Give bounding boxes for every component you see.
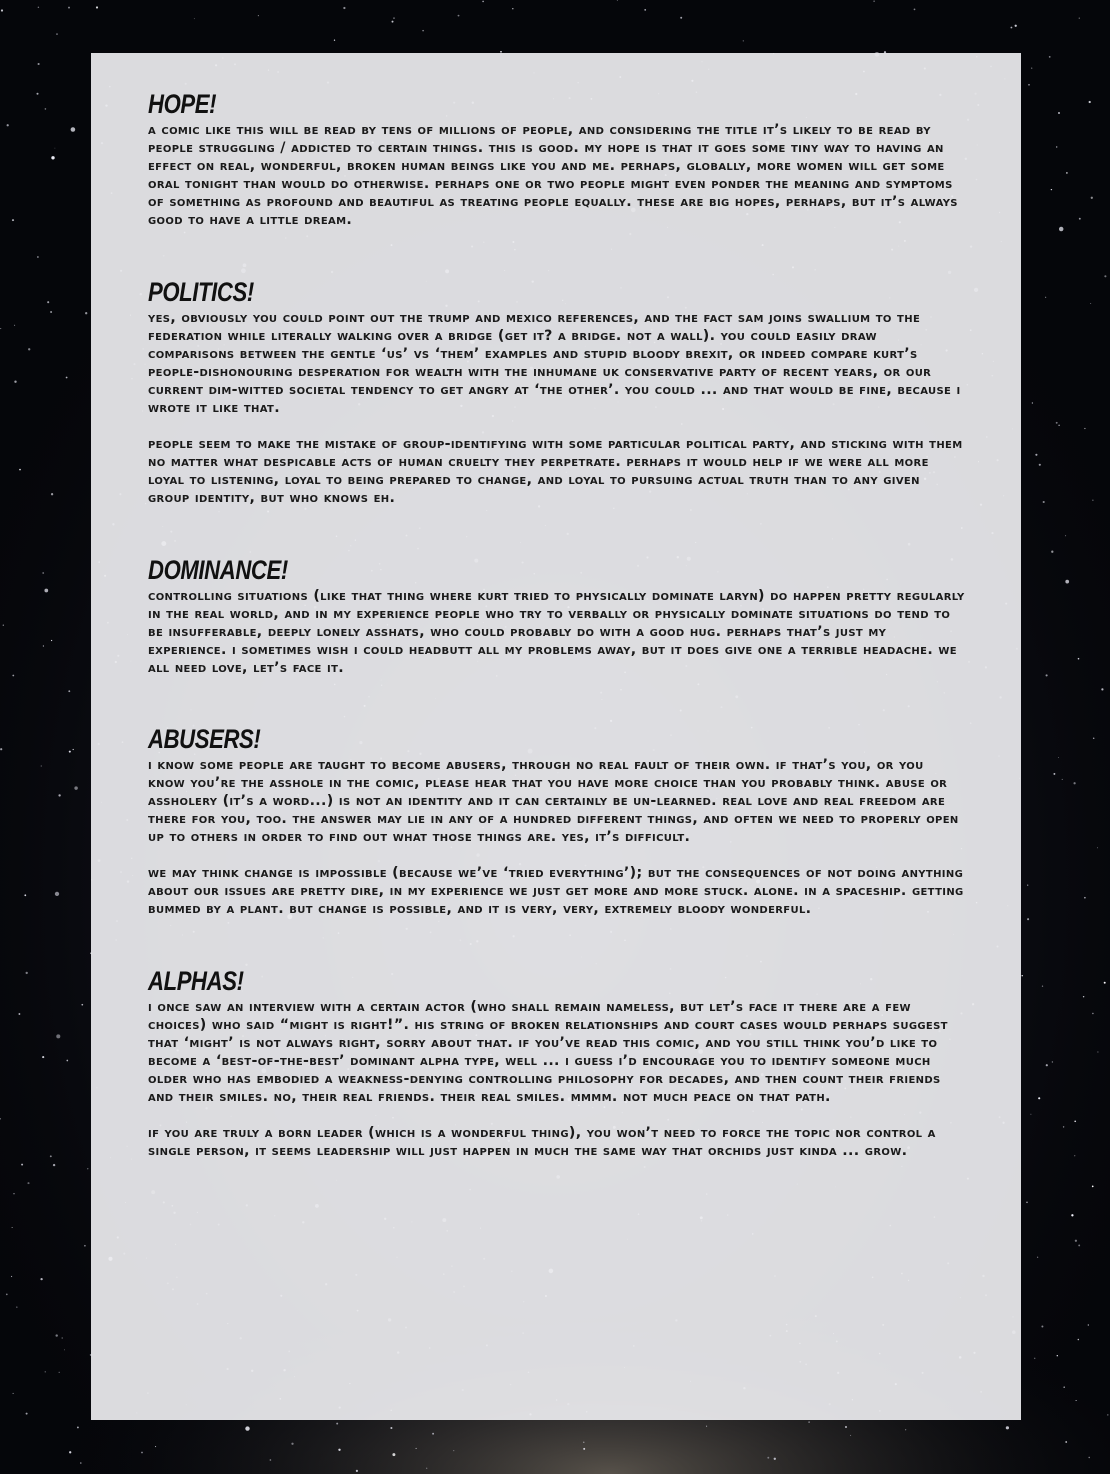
section-dominance [148,555,965,677]
section-heading: ABUSERS! [148,724,261,754]
section-hope [148,89,965,229]
section-heading: HOPE! [148,89,217,119]
section-paragraph: a comic like this will be read by tens of millions of people, and considering the title it’s likely to be read by people struggling / addicted to certain things. this is good. my hope is that it goes some tiny way to having an effect on real, wonderful, broken human beings like you and me. perhaps, globally, more women will get some oral tonight than would do otherwise. perhaps one or two people might even ponder the meaning and symptoms of something as profound and beautiful as treating people equally. these are big hopes, perhaps, but it’s always good to have a little dream. [148,122,958,228]
section-politics [148,277,965,507]
section-paragraph: i know some people are taught to become abusers, through no real fault of their own. if that’s you, or you know you’re the asshole in the comic, please hear that you have more choice than you probably think. abuse or assholery (it’s a word...) is not an identity and it can certainly be un-learned. real love and real freedom are there for you, too. the answer may lie in any of a hundred different things, and often we need to properly open up to others in order to find out what those things are. yes, it’s difficult. [148,757,959,845]
section-paragraph: yes, obviously you could point out the trump and mexico references, and the fact sam joins swallium to the federation while literally walking over a bridge (get it? a bridge. not a wall). you could easily draw comparisons between the gentle ‘us’ vs ‘them’ examples and stupid bloody brexit, or indeed compare kurt’s people-dishonouring desperation for wealth with the inhumane uk conservative party of recent years, or our current dim-witted societal tendency to get angry at ‘the other’. you could ... and that would be fine, because i wrote it like that. [148,310,961,416]
section-paragraph: people seem to make the mistake of group-identifying with some particular political party, and sticking with them no matter what despicable acts of human cruelty they perpetrate. perhaps it would help if we were all more loyal to listening, loyal to being prepared to change, and loyal to pursuing actual truth than to any given group identity, but who knows eh. [148,436,963,506]
section-paragraph: if you are truly a born leader (which is a wonderful thing), you won’t need to force the topic nor control a single person, it seems leadership will just happen in much the same way that orchids just kinda ... grow. [148,1125,936,1159]
section-abusers [148,724,965,918]
section-paragraph: we may think change is impossible (because we’ve ‘tried everything’); but the consequences of not doing anything about our issues are pretty dire, in my experience we just get more and more stuck. alone. in a spaceship. getting bummed by a plant. but change is possible, and it is very, very, extremely bloody wonderful. [148,865,964,917]
section-paragraph: i once saw an interview with a certain actor (who shall remain nameless, but let’s face it there are a few choices) who said “might is right!”. his string of broken relationships and court cases would perhaps suggest that ‘might’ is not always right, sorry about that. if you’ve read this comic, and you still think you’d like to become a ‘best-of-the-best’ dominant alpha type, well ... i guess i’d encourage you to identify someone much older who has embodied a weakness-denying controlling philosophy for decades, and then count their friends and their smiles. no, their real friends. their real smiles. mmmm. not much peace on that path. [148,999,948,1105]
text-panel [91,53,1021,1420]
section-heading: DOMINANCE! [148,555,288,585]
section-heading: ALPHAS! [148,966,244,996]
section-alphas [148,966,965,1160]
section-heading: POLITICS! [148,277,254,307]
section-paragraph: controlling situations (like that thing where kurt tried to physically dominate laryn) do happen pretty regularly in the real world, and in my experience people who try to verbally or physically dominate situations do tend to be insufferable, deeply lonely asshats, who could probably do with a good hug. perhaps that’s just my experience. i sometimes wish i could headbutt all my problems away, but it does give one a terrible headache. we all need love, let’s face it. [148,588,965,676]
